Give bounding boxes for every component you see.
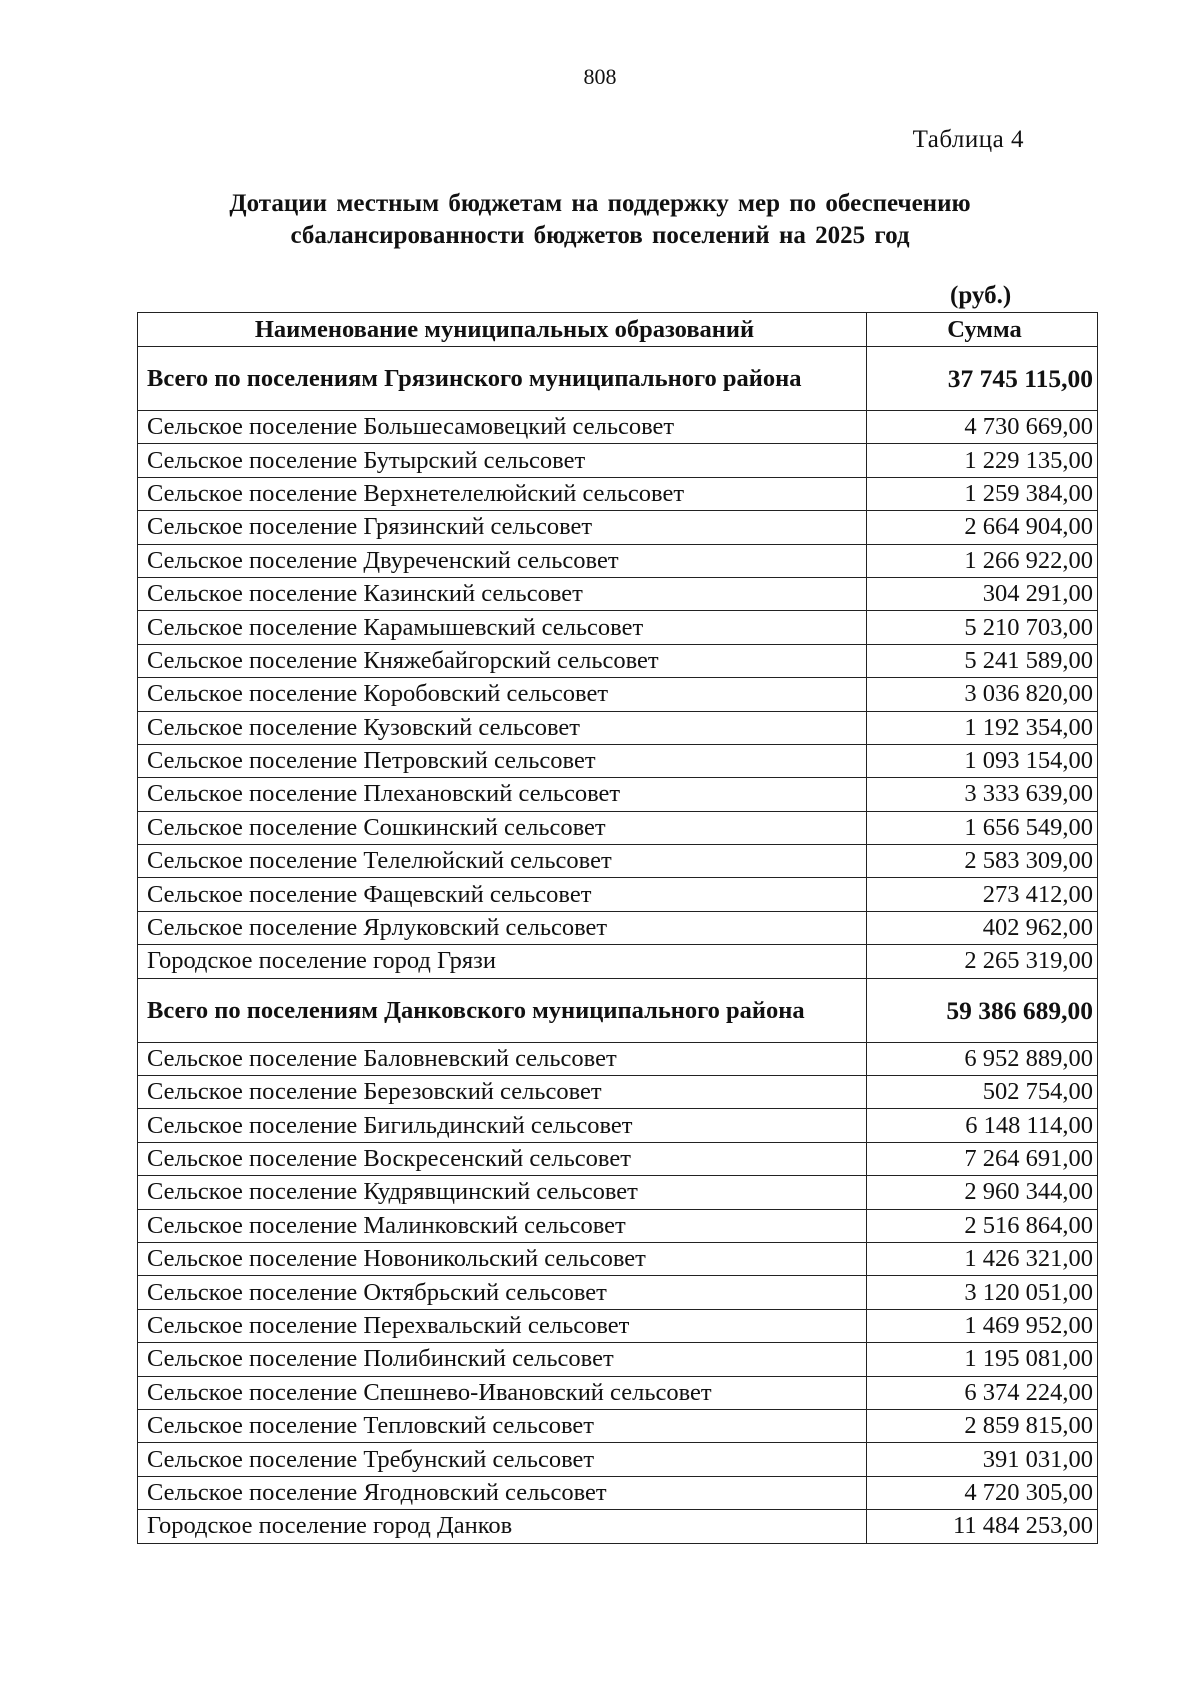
- table-row: [138, 1142, 1098, 1175]
- table-row: [138, 644, 1098, 677]
- settlement-name: Сельское поселение Плехановский сельсовет: [138, 778, 867, 811]
- settlement-sum: 2 265 319,00: [867, 945, 1098, 978]
- settlement-sum: 3 120 051,00: [867, 1276, 1098, 1309]
- table-row: [138, 1042, 1098, 1075]
- settlement-name: Сельское поселение Коробовский сельсовет: [138, 678, 867, 711]
- table-row: [138, 845, 1098, 878]
- settlement-name: Сельское поселение Грязинский сельсовет: [138, 511, 867, 544]
- table-row: [138, 411, 1098, 444]
- table-row: [138, 544, 1098, 577]
- settlement-name: Сельское поселение Телелюйский сельсовет: [138, 845, 867, 878]
- settlement-name: Сельское поселение Полибинский сельсовет: [138, 1343, 867, 1376]
- settlement-name: Сельское поселение Верхнетелелюйский сельсовет: [138, 477, 867, 510]
- table-label: Таблица 4: [912, 126, 1024, 153]
- settlement-name: Сельское поселение Кудрявщинский сельсовет: [138, 1176, 867, 1209]
- district-total-row: [138, 347, 1098, 411]
- settlement-name: Сельское поселение Бутырский сельсовет: [138, 444, 867, 477]
- settlement-sum: 2 516 864,00: [867, 1209, 1098, 1242]
- subsidies-table: [137, 312, 1098, 1544]
- table-row: [138, 1076, 1098, 1109]
- settlement-name: Городское поселение город Грязи: [138, 945, 867, 978]
- header-sum: Сумма: [867, 313, 1098, 347]
- settlement-sum: 1 656 549,00: [867, 811, 1098, 844]
- settlement-name: Сельское поселение Сошкинский сельсовет: [138, 811, 867, 844]
- table-row: [138, 911, 1098, 944]
- settlement-name: Сельское поселение Большесамовецкий сельсовет: [138, 411, 867, 444]
- settlement-name: Сельское поселение Тепловский сельсовет: [138, 1409, 867, 1442]
- table-row: [138, 1242, 1098, 1275]
- document-title-line-2: сбалансированности бюджетов поселений на 2025 год: [290, 222, 910, 249]
- table-row: [138, 878, 1098, 911]
- settlement-sum: 2 960 344,00: [867, 1176, 1098, 1209]
- settlement-sum: 1 195 081,00: [867, 1343, 1098, 1376]
- table-row: [138, 577, 1098, 610]
- table-row: [138, 1209, 1098, 1242]
- table-row: [138, 1176, 1098, 1209]
- table-row: [138, 1376, 1098, 1409]
- settlement-name: Сельское поселение Княжебайгорский сельсовет: [138, 644, 867, 677]
- table-row: [138, 1409, 1098, 1442]
- table-row: [138, 444, 1098, 477]
- settlement-sum: 3 333 639,00: [867, 778, 1098, 811]
- settlement-sum: 304 291,00: [867, 577, 1098, 610]
- settlement-sum: 502 754,00: [867, 1076, 1098, 1109]
- document-title-line-1: Дотации местным бюджетам на поддержку мер по обеспечению: [229, 190, 971, 217]
- settlement-sum: 6 952 889,00: [867, 1042, 1098, 1075]
- table-row: [138, 1109, 1098, 1142]
- table-row: [138, 511, 1098, 544]
- settlement-name: Сельское поселение Спешнево-Ивановский сельсовет: [138, 1376, 867, 1409]
- settlement-name: Сельское поселение Требунский сельсовет: [138, 1443, 867, 1476]
- settlement-name: Сельское поселение Бигильдинский сельсовет: [138, 1109, 867, 1142]
- settlement-sum: 6 148 114,00: [867, 1109, 1098, 1142]
- table-row: [138, 1476, 1098, 1509]
- settlement-name: Сельское поселение Фащевский сельсовет: [138, 878, 867, 911]
- settlement-sum: 1 192 354,00: [867, 711, 1098, 744]
- settlement-sum: 273 412,00: [867, 878, 1098, 911]
- settlement-sum: 5 210 703,00: [867, 611, 1098, 644]
- settlement-name: Сельское поселение Ягодновский сельсовет: [138, 1476, 867, 1509]
- document-title: [0, 188, 1200, 252]
- settlement-sum: 7 264 691,00: [867, 1142, 1098, 1175]
- settlement-name: Сельское поселение Баловневский сельсовет: [138, 1042, 867, 1075]
- settlement-name: Сельское поселение Малинковский сельсовет: [138, 1209, 867, 1242]
- table-row: [138, 811, 1098, 844]
- table-row: [138, 1309, 1098, 1342]
- settlement-sum: 3 036 820,00: [867, 678, 1098, 711]
- table-row: [138, 1443, 1098, 1476]
- settlement-sum: 402 962,00: [867, 911, 1098, 944]
- settlement-name: Сельское поселение Кузовский сельсовет: [138, 711, 867, 744]
- settlement-sum: 1 093 154,00: [867, 744, 1098, 777]
- table-row: [138, 1510, 1098, 1543]
- settlement-sum: 2 664 904,00: [867, 511, 1098, 544]
- settlement-name: Сельское поселение Октябрьский сельсовет: [138, 1276, 867, 1309]
- table-row: [138, 1276, 1098, 1309]
- settlement-name: Сельское поселение Воскресенский сельсовет: [138, 1142, 867, 1175]
- settlement-sum: 2 583 309,00: [867, 845, 1098, 878]
- settlement-name: Сельское поселение Петровский сельсовет: [138, 744, 867, 777]
- table-row: [138, 678, 1098, 711]
- settlement-sum: 5 241 589,00: [867, 644, 1098, 677]
- settlement-sum: 1 259 384,00: [867, 477, 1098, 510]
- settlement-name: Сельское поселение Новоникольский сельсовет: [138, 1242, 867, 1275]
- district-total-row: [138, 978, 1098, 1042]
- settlement-sum: 1 229 135,00: [867, 444, 1098, 477]
- page-number: 808: [583, 64, 617, 89]
- settlement-sum: 1 426 321,00: [867, 1242, 1098, 1275]
- settlement-sum: 391 031,00: [867, 1443, 1098, 1476]
- table-row: [138, 711, 1098, 744]
- header-name: Наименование муниципальных образований: [138, 313, 867, 347]
- settlement-sum: 1 266 922,00: [867, 544, 1098, 577]
- table-row: [138, 945, 1098, 978]
- settlement-sum: 2 859 815,00: [867, 1409, 1098, 1442]
- settlement-sum: 4 730 669,00: [867, 411, 1098, 444]
- table-row: [138, 477, 1098, 510]
- district-total-sum: 59 386 689,00: [867, 978, 1098, 1042]
- settlement-name: Сельское поселение Перехвальский сельсовет: [138, 1309, 867, 1342]
- settlement-sum: 11 484 253,00: [867, 1510, 1098, 1543]
- settlement-sum: 1 469 952,00: [867, 1309, 1098, 1342]
- district-total-sum: 37 745 115,00: [867, 347, 1098, 411]
- settlement-sum: 4 720 305,00: [867, 1476, 1098, 1509]
- unit-label: (руб.): [950, 282, 1012, 309]
- district-total-name: Всего по поселениям Данковского муниципального района: [138, 978, 867, 1042]
- settlement-name: Сельское поселение Березовский сельсовет: [138, 1076, 867, 1109]
- district-total-name: Всего по поселениям Грязинского муниципального района: [138, 347, 867, 411]
- table-header-row: [138, 313, 1098, 347]
- settlement-name: Городское поселение город Данков: [138, 1510, 867, 1543]
- settlement-name: Сельское поселение Ярлуковский сельсовет: [138, 911, 867, 944]
- settlement-name: Сельское поселение Карамышевский сельсовет: [138, 611, 867, 644]
- table-row: [138, 1343, 1098, 1376]
- settlement-name: Сельское поселение Двуреченский сельсовет: [138, 544, 867, 577]
- table-row: [138, 611, 1098, 644]
- table-row: [138, 744, 1098, 777]
- settlement-name: Сельское поселение Казинский сельсовет: [138, 577, 867, 610]
- settlement-sum: 6 374 224,00: [867, 1376, 1098, 1409]
- table-row: [138, 778, 1098, 811]
- table-body: [138, 347, 1098, 1544]
